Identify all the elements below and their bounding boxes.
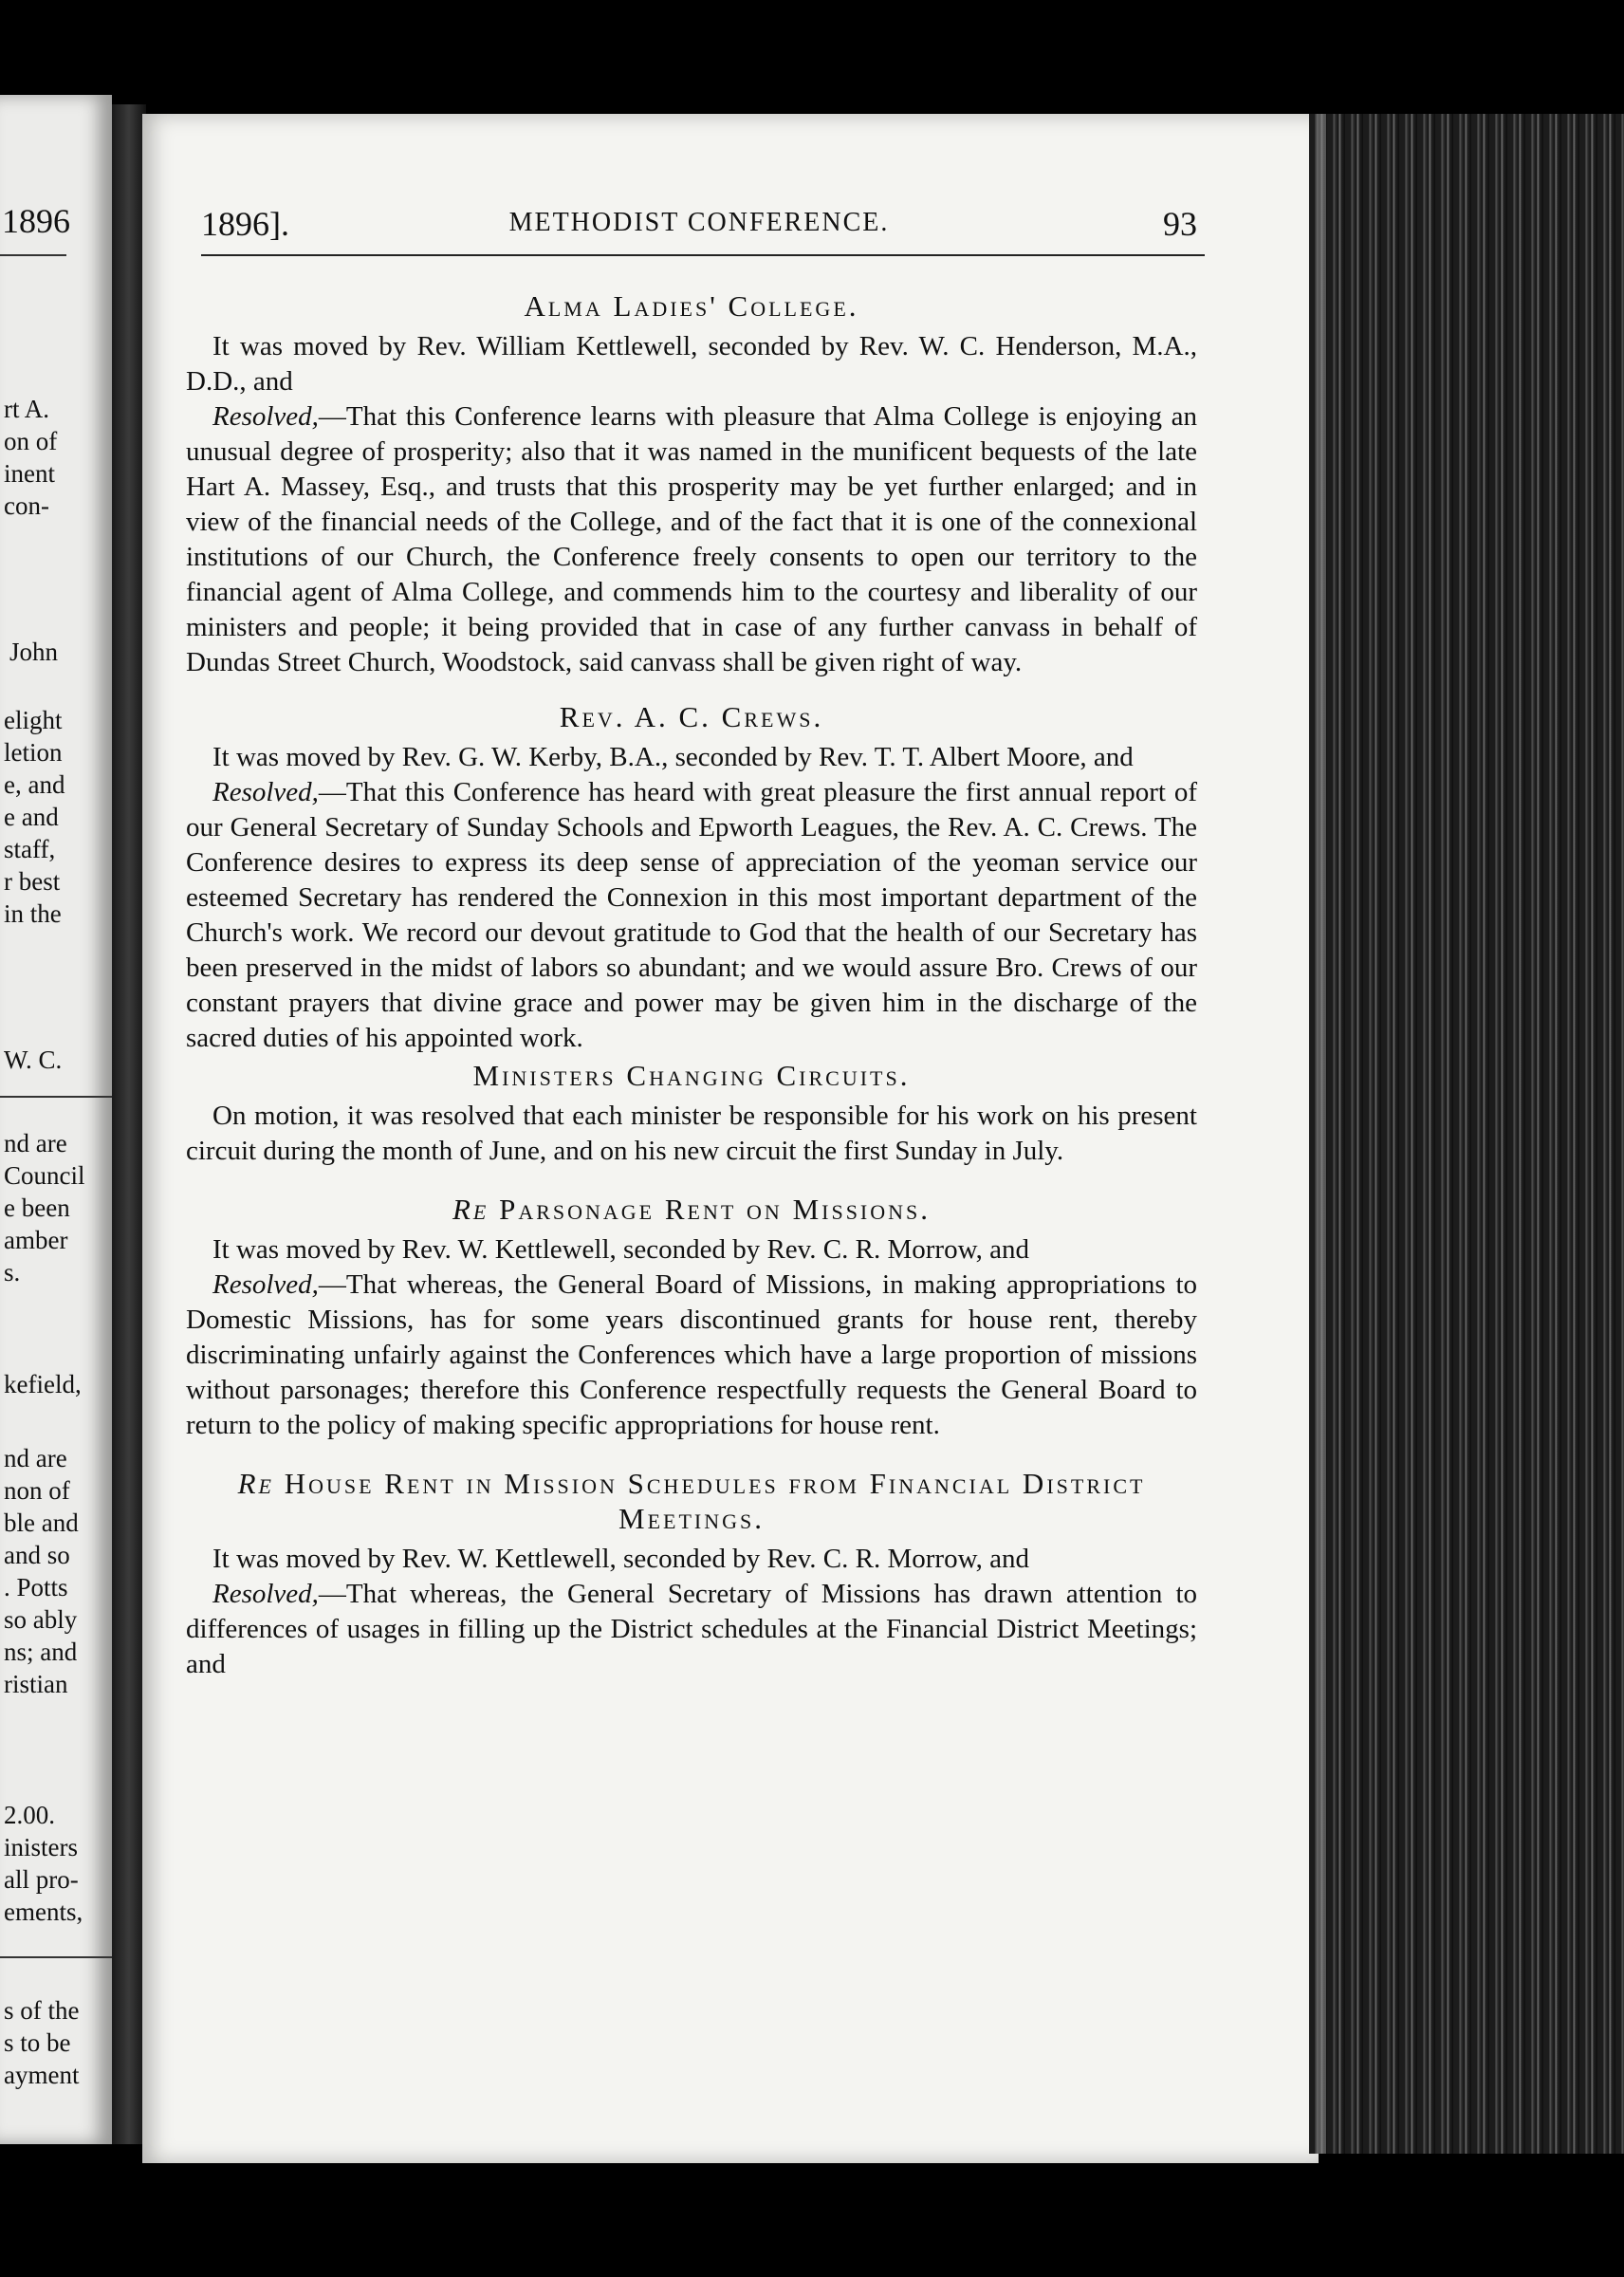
section-heading [186,1192,1197,1227]
page-body [186,281,1197,1682]
left-page-fragment [0,95,112,2144]
heading-re: Re [452,1193,489,1226]
paragraph-text: It was moved by Rev. G. W. Kerby, B.A., seconded by Rev. T. T. Albert Moore, and [212,742,1134,772]
left-page-fragment-line: elight [4,706,63,734]
left-page-fragment-line: staff, [4,835,56,863]
left-page-fragment-line: ns; and [4,1638,78,1666]
left-page-fragment-line: amber [4,1226,68,1254]
paragraph-text: —That whereas, the General Board of Missions, in making appropriations to Domestic Missions, has for some years discontinued grants for house rent, thereby discriminating unfairly against the Conferences which have a large proportion of missions without parsonages; therefore this Conference respectfully requests the General Board to return to the policy of making specific appropriations for house rent. [186,1269,1197,1440]
resolution-paragraph [186,399,1197,680]
paragraph-text: It was moved by Rev. W. Kettlewell, seconded by Rev. C. R. Morrow, and [212,1234,1029,1265]
left-page-fragment-line: ements, [4,1898,83,1926]
section-house-rent [186,1466,1197,1682]
section-heading: Ministers Changing Circuits. [472,1059,911,1092]
left-page-fragment-line: ayment [4,2061,80,2089]
left-page-fragment-line: nd are [4,1129,67,1157]
running-head [201,204,1197,248]
page-edges [1309,114,1624,2154]
section-heading [186,1466,1197,1536]
page-edge-highlight [1317,114,1326,2154]
left-page-fragment-line: ristian [4,1670,68,1698]
heading-text: Parsonage Rent on Missions. [499,1193,932,1226]
left-page-fragment-line: inent [4,459,55,488]
section-rev-crews [186,699,1197,1056]
left-page-fragment-line: and so [4,1541,70,1569]
paragraph-text: On motion, it was resolved that each minister be responsible for his work on his present circuit during the month of June, and on his new circuit the first Sunday in July. [186,1101,1197,1166]
left-page-fragment-line: in the [4,899,62,928]
resolution-paragraph [186,1577,1197,1682]
header-year: 1896]. [201,205,289,243]
section-heading: Rev. A. C. Crews. [559,700,824,733]
left-page-fragment-line: ble and [4,1509,79,1537]
header-title: METHODIST CONFERENCE. [508,208,890,237]
left-page-fragment-line: inisters [4,1833,78,1861]
left-page-separator [0,1956,112,1958]
left-page-fragment-line: so ably [4,1605,78,1634]
motion-paragraph [186,1232,1197,1268]
section-alma-college [186,288,1197,680]
heading-re: Re [237,1467,274,1500]
section-parsonage-rent [186,1192,1197,1443]
left-page-fragment-line: nd are [4,1444,67,1472]
left-page-fragment-line: . Potts [4,1573,68,1601]
resolved-label: Resolved, [212,1579,319,1609]
section-heading: Alma Ladies' College. [524,289,859,323]
book-gutter [112,104,146,2144]
paragraph-text: It was moved by Rev. W. Kettlewell, seconded by Rev. C. R. Morrow, and [212,1544,1029,1574]
left-page-year: 1896 [2,202,70,240]
motion-paragraph [186,1099,1197,1169]
resolved-label: Resolved, [212,777,319,807]
left-page-fragment-line: John [9,638,59,666]
page-number: 93 [1163,205,1197,243]
left-page-fragment-line: s of the [4,1996,80,2025]
resolution-paragraph [186,775,1197,1056]
resolved-label: Resolved, [212,401,319,432]
resolved-label: Resolved, [212,1269,319,1300]
left-page-fragment-line: letion [4,738,63,767]
left-page-fragment-line: on of [4,427,58,455]
paragraph-text: —That this Conference has heard with great pleasure the first annual report of our General Secretary of Sunday Schools and Epworth Leagues, the Rev. A. C. Crews. The Conference desires to express its deep sense of appreciation of the yeoman service our esteemed Secretary has rendered the Connexion in this most important department of the Church's work. We record our devout gratitude to God that the health of our Secretary has been preserved in the midst of labors so abundant; and we would assure Bro. Crews of our constant prayers that divine grace and power may be given him in the discharge of the sacred duties of his appointed work. [186,777,1197,1053]
resolution-paragraph [186,1268,1197,1443]
left-page-fragment-line: con- [4,491,49,520]
left-page-fragment-line: kefield, [4,1370,82,1398]
left-page-fragment-line: W. C. [4,1046,63,1074]
motion-paragraph [186,329,1197,399]
paragraph-text: —That this Conference learns with pleasure that Alma College is enjoying an unusual degree of prosperity; also that it was named in the munificent bequests of the late Hart A. Massey, Esq., and trusts that this prosperity may be yet further enlarged; and in view of the financial needs of the College, and of the fact that it is one of the connexional institutions of our Church, the Conference freely consents to open our territory to the financial agent of Alma College, and commends him to the courtesy and liberality of our ministers and people; it being provided that in case of any further canvass in behalf of Dundas Street Church, Woodstock, said canvass shall be given right of way. [186,401,1197,677]
left-page-fragment-line: rt A. [4,395,50,423]
left-page-fragment-line: e been [4,1194,70,1222]
left-page-fragment-line: non of [4,1476,70,1505]
left-page-fragment-line: s to be [4,2028,71,2057]
left-page-fragment-line: s. [4,1258,21,1287]
paragraph-text: It was moved by Rev. William Kettlewell, seconded by Rev. W. C. Henderson, M.A., D.D., and [186,331,1197,397]
left-page-fragment-line: Council [4,1161,85,1190]
paragraph-text: —That whereas, the General Secretary of Missions has drawn attention to differences of usages in filling up the District schedules at the Financial District Meetings; and [186,1579,1197,1679]
left-page-separator [0,1096,112,1098]
motion-paragraph [186,740,1197,775]
left-page-fragment-line: 2.00. [4,1801,55,1829]
left-page-fragment-line: r best [4,867,61,896]
header-rule [201,254,1205,256]
section-ministers-changing-circuits [186,1058,1197,1169]
left-page-rule [0,254,66,256]
left-page-fragment-line: e, and [4,770,65,799]
left-page-fragment-line: e and [4,803,59,831]
motion-paragraph [186,1542,1197,1577]
left-page-fragment-line: all pro- [4,1865,79,1894]
heading-text: House Rent in Mission Schedules from Financial District Meetings. [284,1467,1146,1535]
